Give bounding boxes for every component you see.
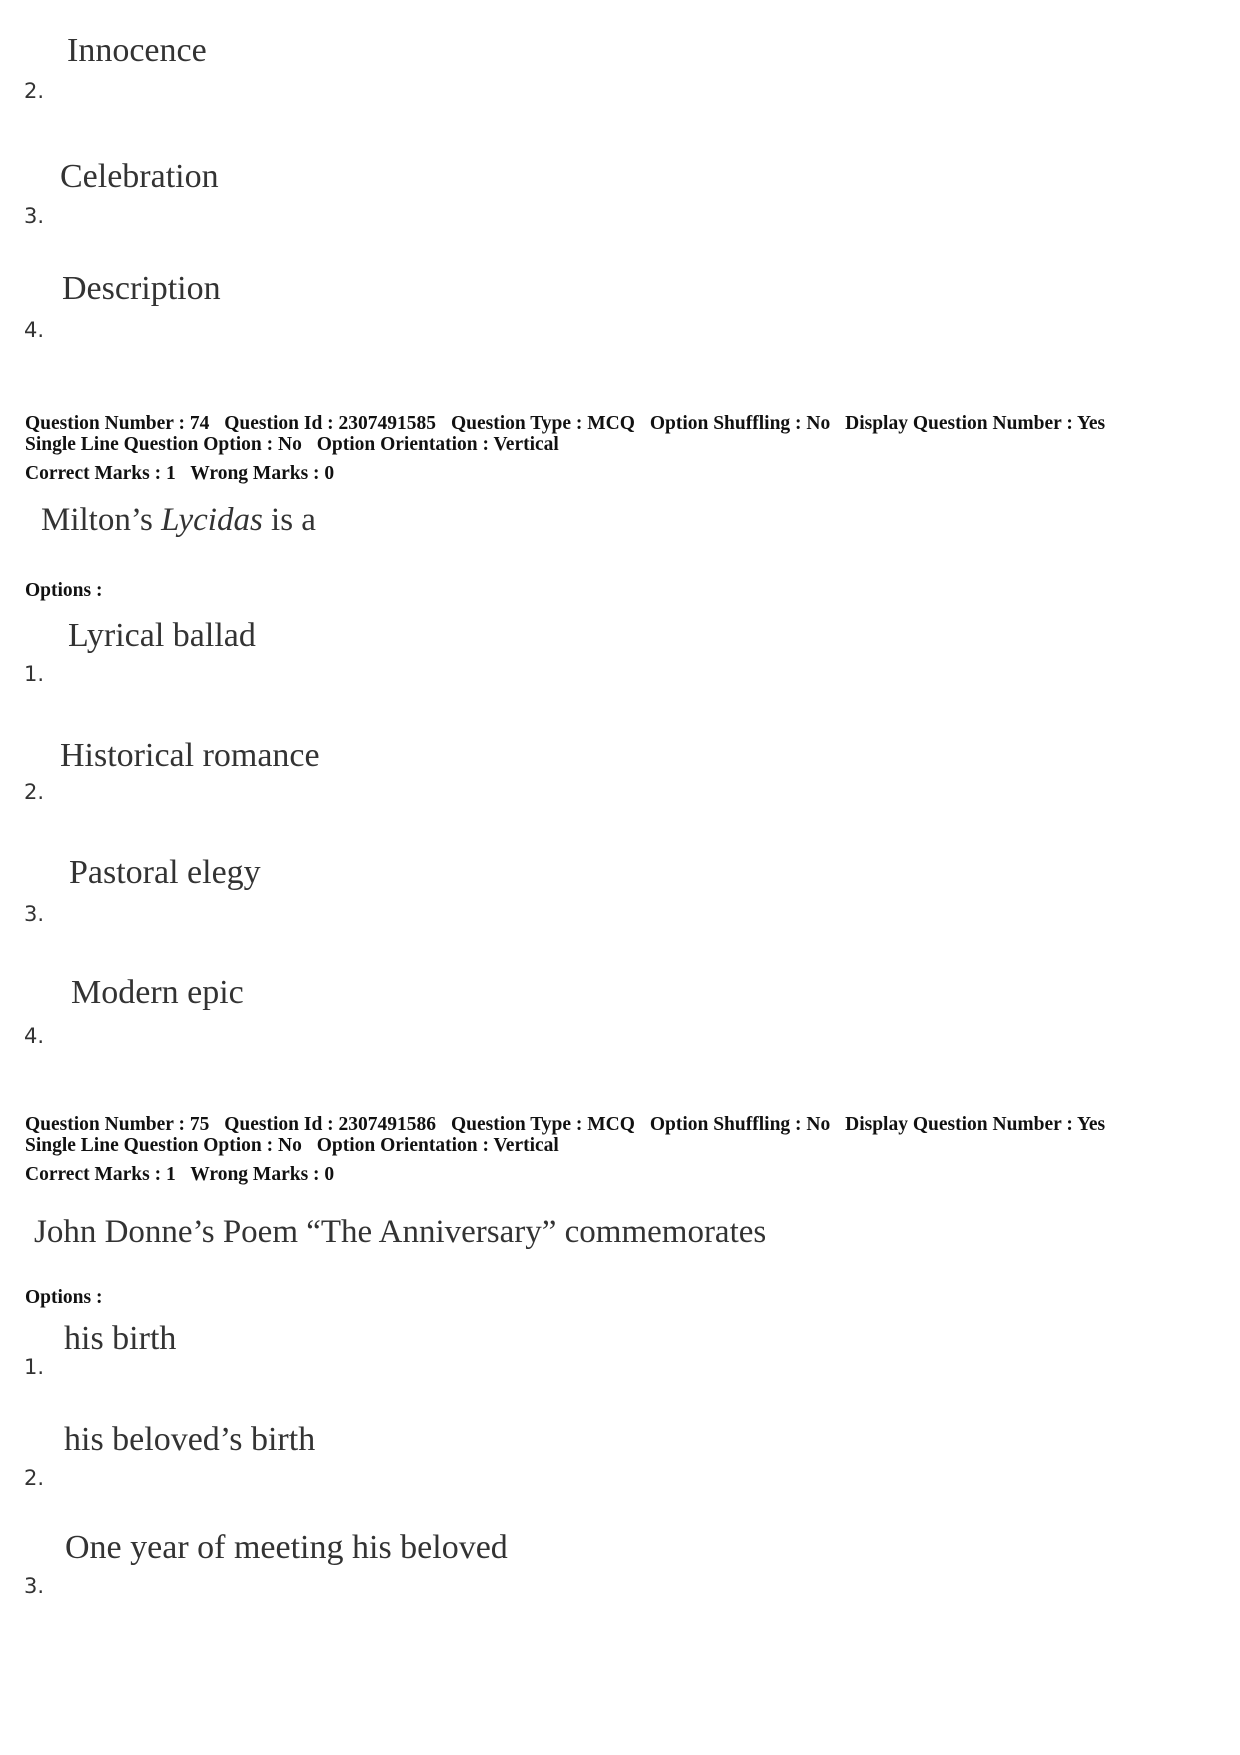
question-meta-line1 [25, 1115, 1105, 1135]
option-text: Historical romance [60, 737, 320, 774]
question-meta-line2 [25, 435, 559, 455]
question-meta-line1 [25, 414, 1105, 434]
correct-marks: Correct Marks : 1 [25, 463, 176, 484]
options-label: Options : [25, 1287, 103, 1308]
question-text: John Donne’s Poem “The Anniversary” commemorates [34, 1214, 767, 1250]
option-text: Pastoral elegy [69, 854, 261, 891]
options-label: Options : [25, 580, 103, 601]
wrong-marks: Wrong Marks : 0 [190, 463, 335, 484]
option-text: Innocence [67, 32, 207, 69]
question-id: Question Id : 2307491585 [224, 413, 437, 434]
question-id: Question Id : 2307491586 [224, 1114, 437, 1135]
option-number: 2. [24, 1466, 45, 1490]
option-number: 3. [24, 204, 45, 228]
option-text: his beloved’s birth [64, 1421, 316, 1458]
option-text: Celebration [60, 158, 219, 195]
option-orientation: Option Orientation : Vertical [316, 434, 559, 455]
option-orientation: Option Orientation : Vertical [316, 1135, 559, 1156]
option-number: 2. [24, 780, 45, 804]
option-text: Description [62, 270, 221, 307]
question-marks [25, 1165, 334, 1185]
option-number: 4. [24, 1024, 45, 1048]
single-line-option: Single Line Question Option : No [25, 1135, 302, 1156]
question-type: Question Type : MCQ [450, 1114, 635, 1135]
question-number: Question Number : 74 [25, 413, 210, 434]
question-italic-title: Lycidas [161, 502, 263, 538]
option-text: his birth [64, 1320, 177, 1357]
display-question-number: Display Question Number : Yes [845, 1114, 1106, 1135]
wrong-marks: Wrong Marks : 0 [190, 1164, 335, 1185]
single-line-option: Single Line Question Option : No [25, 434, 302, 455]
question-marks [25, 464, 334, 484]
option-text: One year of meeting his beloved [65, 1529, 508, 1566]
option-number: 3. [24, 902, 45, 926]
correct-marks: Correct Marks : 1 [25, 1164, 176, 1185]
option-text: Lyrical ballad [68, 617, 256, 654]
option-shuffling: Option Shuffling : No [649, 413, 831, 434]
option-number: 4. [24, 318, 45, 342]
option-text: Modern epic [71, 974, 244, 1011]
question-type: Question Type : MCQ [450, 413, 635, 434]
option-shuffling: Option Shuffling : No [649, 1114, 831, 1135]
question-meta-line2 [25, 1136, 559, 1156]
option-number: 1. [24, 1355, 45, 1379]
question-text: Milton’s Lycidas is a [41, 502, 316, 538]
question-number: Question Number : 75 [25, 1114, 210, 1135]
option-number: 2. [24, 79, 45, 103]
display-question-number: Display Question Number : Yes [845, 413, 1106, 434]
option-number: 1. [24, 662, 45, 686]
option-number: 3. [24, 1574, 45, 1598]
